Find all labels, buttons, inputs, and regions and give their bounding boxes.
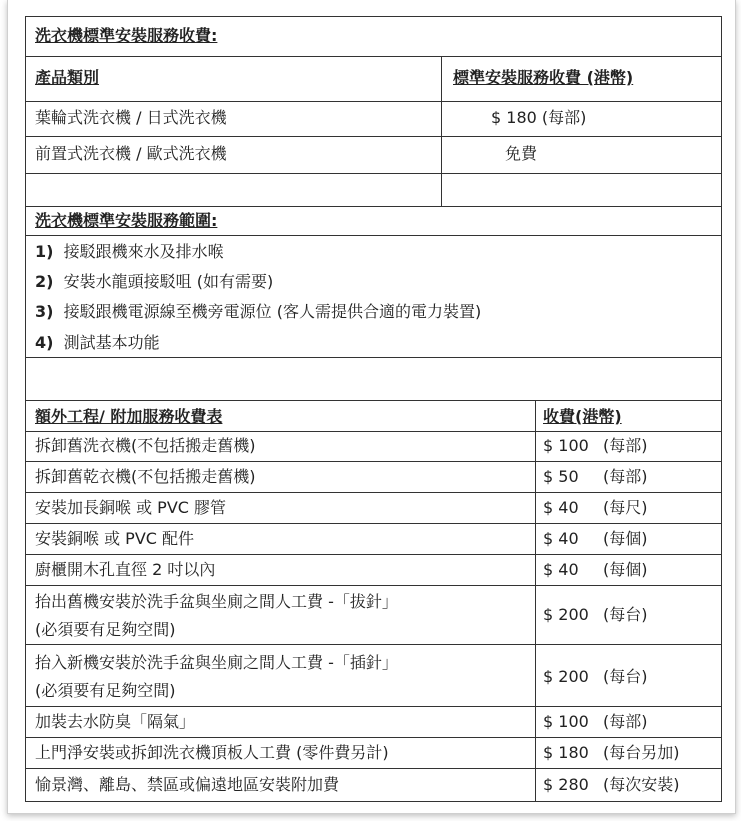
category-cell: 葉輪式洗衣機 / 日式洗衣機	[35, 108, 227, 127]
extra-item: 安裝銅喉 或 PVC 配件	[35, 529, 195, 548]
extra-fee: $ 100 (每部)	[543, 436, 648, 455]
extra-fee: $ 40 (每個)	[543, 529, 648, 548]
scope-title: 洗衣機標準安裝服務範圍:	[35, 211, 218, 230]
extra-item: 加裝去水防臭「隔氣」	[35, 712, 196, 731]
scope-item-text: 接駁跟機電源線至機旁電源位 (客人需提供合適的電力裝置)	[63, 302, 482, 321]
extra-item: 抬出舊機安裝於洗手盆與坐廁之間人工費 -「拔針」	[35, 592, 398, 611]
scope-item-number: 1)	[35, 242, 54, 261]
scope-item	[35, 272, 273, 292]
extra-item: 廚櫃開木孔直徑 2 吋以內	[35, 560, 216, 579]
extra-item: 上門淨安裝或拆卸洗衣機頂板人工費 (零件費另計)	[35, 743, 389, 762]
scope-item-text: 接駁跟機來水及排水喉	[63, 242, 224, 261]
extra-item: 愉景灣、離島、禁區或偏遠地區安裝附加費	[35, 775, 340, 794]
extra-item: 安裝加長銅喉 或 PVC 膠管	[35, 498, 227, 517]
extra-fee: $ 50 (每部)	[543, 467, 648, 486]
extra-fee: $ 200 (每台)	[543, 605, 648, 624]
scope-item-number: 2)	[35, 272, 54, 291]
price-header: 標準安裝服務收費 (港幣)	[453, 68, 634, 87]
scope-item	[35, 242, 224, 262]
extra-item: 抬入新機安裝於洗手盆與坐廁之間人工費 -「插針」	[35, 653, 398, 672]
extra-fee: $ 40 (每個)	[543, 560, 648, 579]
price-cell: 免費	[505, 144, 538, 163]
category-header: 產品類別	[35, 68, 100, 87]
scope-item-text: 安裝水龍頭接駁咀 (如有需要)	[63, 272, 274, 291]
extra-fee: $ 100 (每部)	[543, 712, 648, 731]
scope-item-number: 3)	[35, 302, 54, 321]
scope-item-number: 4)	[35, 333, 54, 352]
fee-header: 收費(港幣)	[543, 407, 622, 426]
extra-fee: $ 200 (每台)	[543, 667, 648, 686]
scope-item	[35, 302, 481, 322]
extra-item-note: (必須要有足夠空間)	[35, 681, 176, 700]
price-table	[25, 16, 722, 802]
extra-item: 拆卸舊乾衣機(不包括搬走舊機)	[35, 467, 256, 486]
extra-item-note: (必須要有足夠空間)	[35, 620, 176, 639]
scope-item	[35, 333, 160, 353]
extras-header: 額外工程/ 附加服務收費表	[35, 407, 223, 426]
extra-fee: $ 280 (每次安裝)	[543, 775, 680, 794]
extra-fee: $ 40 (每尺)	[543, 498, 648, 517]
extra-item: 拆卸舊洗衣機(不包括搬走舊機)	[35, 436, 256, 455]
category-cell: 前置式洗衣機 / 歐式洗衣機	[35, 144, 227, 163]
extra-fee: $ 180 (每台另加)	[543, 743, 680, 762]
scope-item-text: 測試基本功能	[63, 333, 160, 352]
page-title: 洗衣機標準安裝服務收費:	[35, 26, 218, 45]
price-cell: $ 180 (每部)	[491, 108, 587, 127]
